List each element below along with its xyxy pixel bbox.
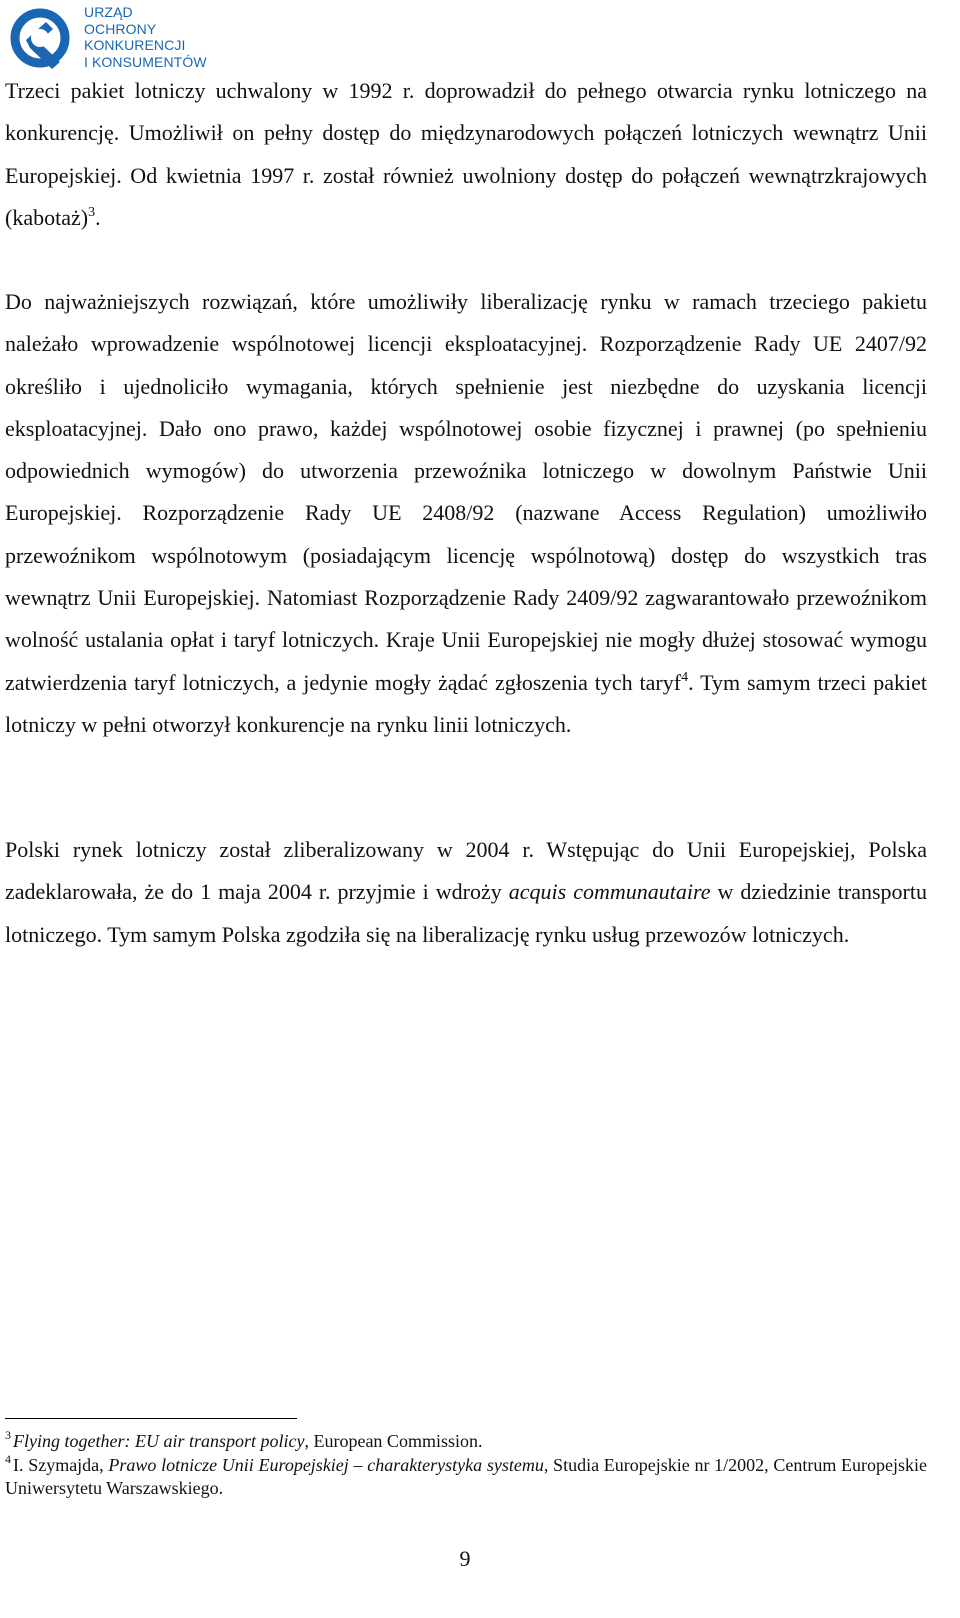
footnote-ref-4: 4	[681, 669, 689, 685]
logo	[6, 4, 216, 72]
footnote-title: Prawo lotnicze Unii Europejskiej – charakterystyka systemu	[108, 1455, 544, 1475]
footnote-4	[5, 1454, 927, 1500]
paragraph-text-end: .	[95, 204, 101, 230]
footnote-divider	[5, 1418, 297, 1419]
footnote-text: , European Commission.	[304, 1431, 483, 1451]
uokik-emblem-icon	[6, 4, 82, 72]
footnote-author: I. Szymajda,	[13, 1455, 109, 1475]
paragraph-text: Trzeci pakiet lotniczy uchwalony w 1992 r. doprowadził do pełnego otwarcia rynku lotniczego na konkurencję. Umożliwił on pełny dostęp do międzynarodowych połączeń lotniczych wewnątrz Unii Europejskiej. Od kwietnia 1997 r. został również uwolniony dostęp do połączeń wewnątrzkrajowych (kabotaż)	[5, 78, 927, 230]
logo-line: I KONSUMENTÓW	[84, 53, 207, 70]
paragraph-text: Polski rynek lotniczy został zliberalizowany w 2004 r. Wstępując do Unii Europejskiej, Polska zadeklarowała, że do 1 maja 2004 r. przyjmie i wdroży	[5, 837, 927, 905]
footnote-3	[5, 1430, 927, 1453]
logo-line: URZĄD	[84, 4, 133, 20]
footnote-text: , Studia Europejskie nr 1/2002, Centrum Europejskie Uniwersytetu Warszawskiego.	[5, 1455, 928, 1498]
paragraph-text-end: w dziedzinie transportu lotniczego. Tym samym Polska zgodziła się na liberalizację rynku usług przewozów lotniczych.	[5, 879, 927, 947]
paragraph-2	[5, 281, 927, 746]
paragraph-3	[5, 829, 927, 956]
logo-line: OCHRONY	[84, 20, 157, 37]
page-number: 9	[459, 1546, 471, 1571]
paragraph-1	[5, 70, 927, 239]
logo-line: KONKURENCJI	[84, 37, 186, 53]
paragraph-text-end: . Tym samym trzeci pakiet lotniczy w pełni otworzył konkurencje na rynku linii lotniczych.	[5, 669, 927, 737]
latin-term: acquis communautaire	[508, 879, 711, 905]
paragraph-text: Do najważniejszych rozwiązań, które umożliwiły liberalizację rynku w ramach trzeciego pakietu należało wprowadzenie wspólnotowej licencji eksploatacyjnej. Rozporządzenie Rady UE 2407/92 określiło i ujednoliciło wymagania, których spełnienie jest niezbędne do uzyskania licencji eksploatacyjnej. Dało ono prawo, każdej wspólnotowej osobie fizycznej i prawnej (po spełnieniu odpowiednich wymogów) do utworzenia przewoźnika lotniczego w dowolnym Państwie Unii Europejskiej. Rozporządzenie Rady UE 2408/92 (nazwane Access Regulation) umożliwiło przewoźnikom wspólnotowym (posiadającym licencję wspólnotową) dostęp do wszystkich tras wewnątrz Unii Europejskiej. Natomiast Rozporządzenie Rady 2409/92 zagwarantowało przewoźnikom wolność ustalania opłat i taryf lotniczych. Kraje Unii Europejskiej nie mogły dłużej stosować wymogu zatwierdzenia taryf lotniczych, a jedynie mogły żądać zgłoszenia tych taryf	[5, 289, 927, 695]
footnote-ref-3: 3	[88, 204, 96, 220]
footnote-number: 3	[5, 1428, 11, 1442]
logo-text	[84, 4, 207, 70]
footnote-title: Flying together: EU air transport policy	[13, 1431, 305, 1451]
footnote-number: 4	[5, 1452, 11, 1466]
